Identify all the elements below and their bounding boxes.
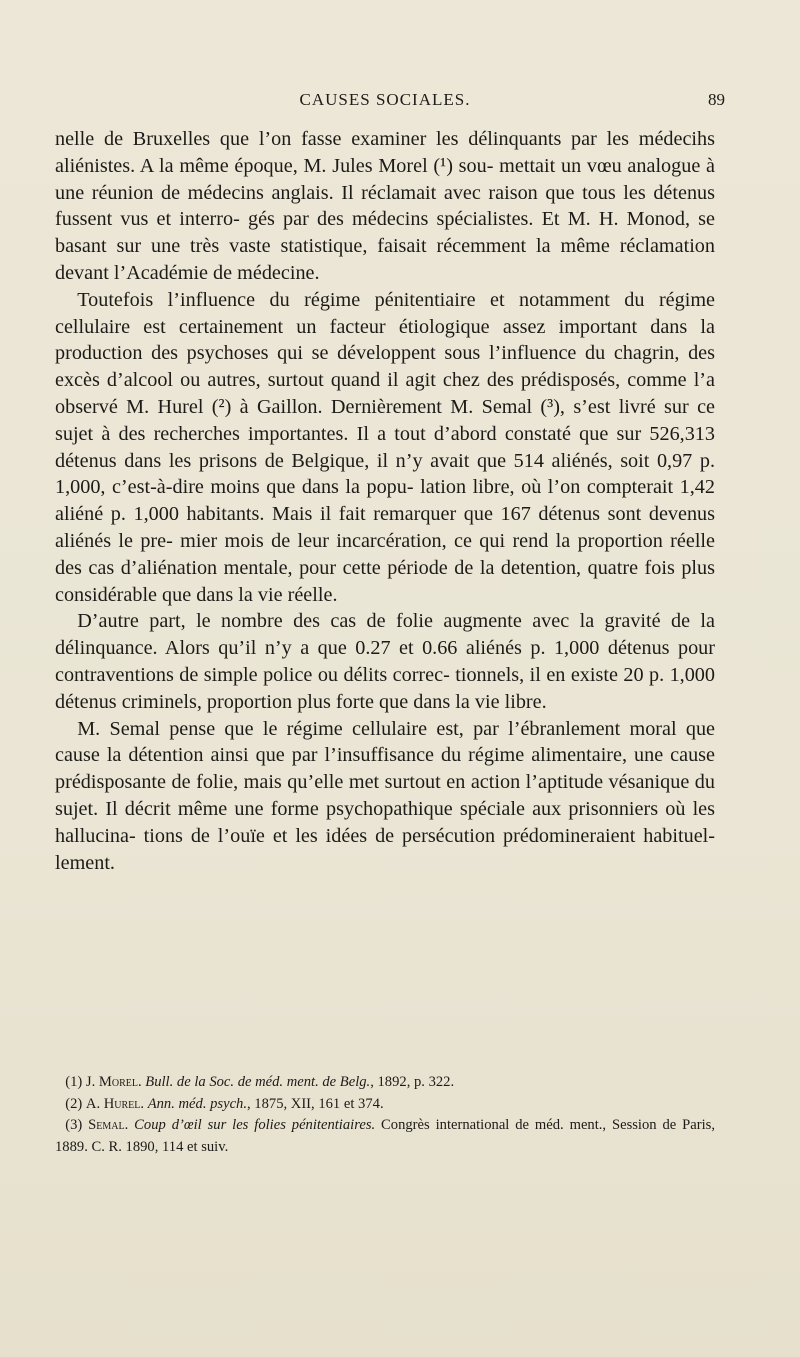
main-text xyxy=(55,126,715,876)
footnotes xyxy=(55,1072,715,1158)
running-head xyxy=(55,90,725,114)
footnote-mark: (1) xyxy=(65,1074,83,1090)
footnote-author: A. Hurel. xyxy=(85,1095,145,1112)
footnote-rest: , 1892, p. 322. xyxy=(370,1074,455,1090)
footnote-2 xyxy=(55,1094,715,1116)
footnote-title: Ann. méd. psych. xyxy=(147,1095,247,1112)
paragraph-3: D’autre part, le nombre des cas de folie augmente avec la gravité de la délinquance. Alors qu’il n’y a que 0.27 et 0.66 aliénés p. 1,000 détenus pour contraventions de simple police ou délits correc- tionnels, il en existe 20 p. 1,000 détenus criminels, proportion plus forte que dans la vie libre. xyxy=(55,610,715,713)
footnote-3 xyxy=(55,1115,715,1158)
footnote-mark: (2) xyxy=(65,1095,83,1112)
footnote-title: Coup d’œil sur les folies pénitentiaires. xyxy=(134,1117,376,1133)
chapter-title: CAUSES SOCIALES. xyxy=(299,90,471,109)
footnote-title: Bull. de la Soc. de méd. ment. de Belg. xyxy=(145,1074,371,1090)
paragraph-2: Toutefois l’influence du régime pénitentiaire et notamment du régime cellulaire est certainement un facteur étiologique assez important dans la production des psychoses qui se développent sous l’influence du chagrin, des excès d’alcool ou autres, surtout quand il agit chez des prédisposés, comme l’a observé M. Hurel (²) à Gaillon. Dernièrement M. Semal (³), s’est livré sur ce sujet à des recherches importantes. Il a tout d’abord constaté que sur 526,313 détenus dans les prisons de Belgique, il n’y avait que 514 aliénés, soit 0,97 p. 1,000, c’est-à-dire moins que dans la popu- lation libre, où l’on compterait 1,42 aliéné p. 1,000 habitants. Mais il fait remarquer que 167 détenus sont devenus aliénés le pre- mier mois de leur incarcération, ce qui rend la proportion réelle des cas d’aliénation mentale, pour cette période de la detention, quatre fois plus considérable que dans la vie réelle. xyxy=(55,288,715,606)
paragraph-1: nelle de Bruxelles que l’on fasse examiner les délinquants par les médecihs aliénistes. A la même époque, M. Jules Morel (¹) sou- mettait un vœu analogue à une réunion de médecins anglais. Il réclamait avec raison que tous les détenus fussent vus et interro- gés par des médecins spécialistes. Et M. H. Monod, se basant sur une très vaste statistique, faisait récemment la même réclamation devant l’Académie de médecine. xyxy=(55,128,715,284)
footnote-mark: (3) xyxy=(65,1117,83,1133)
paragraph-4: M. Semal pense que le régime cellulaire est, par l’ébranlement moral que cause la détention ainsi que par l’insuffisance du régime alimentaire, une cause prédisposante de folie, mais qu’elle met surtout en action l’aptitude vésanique du sujet. Il décrit même une forme psychopathique spéciale aux prisonniers où les hallucina- tions de l’ouïe et les idées de persécution prédomineraient habituel- lement. xyxy=(55,717,715,874)
footnote-author: Semal. xyxy=(88,1117,129,1133)
footnote-rest: , 1875, XII, 161 et 374. xyxy=(247,1095,384,1112)
page-number: 89 xyxy=(708,90,725,109)
footnote-rest: Congrès international de méd. ment., Session de Paris, 1889. C. R. 1890, 114 et suiv. xyxy=(55,1117,715,1155)
footnote-1 xyxy=(55,1072,715,1094)
footnote-author: J. Morel. xyxy=(85,1074,142,1090)
